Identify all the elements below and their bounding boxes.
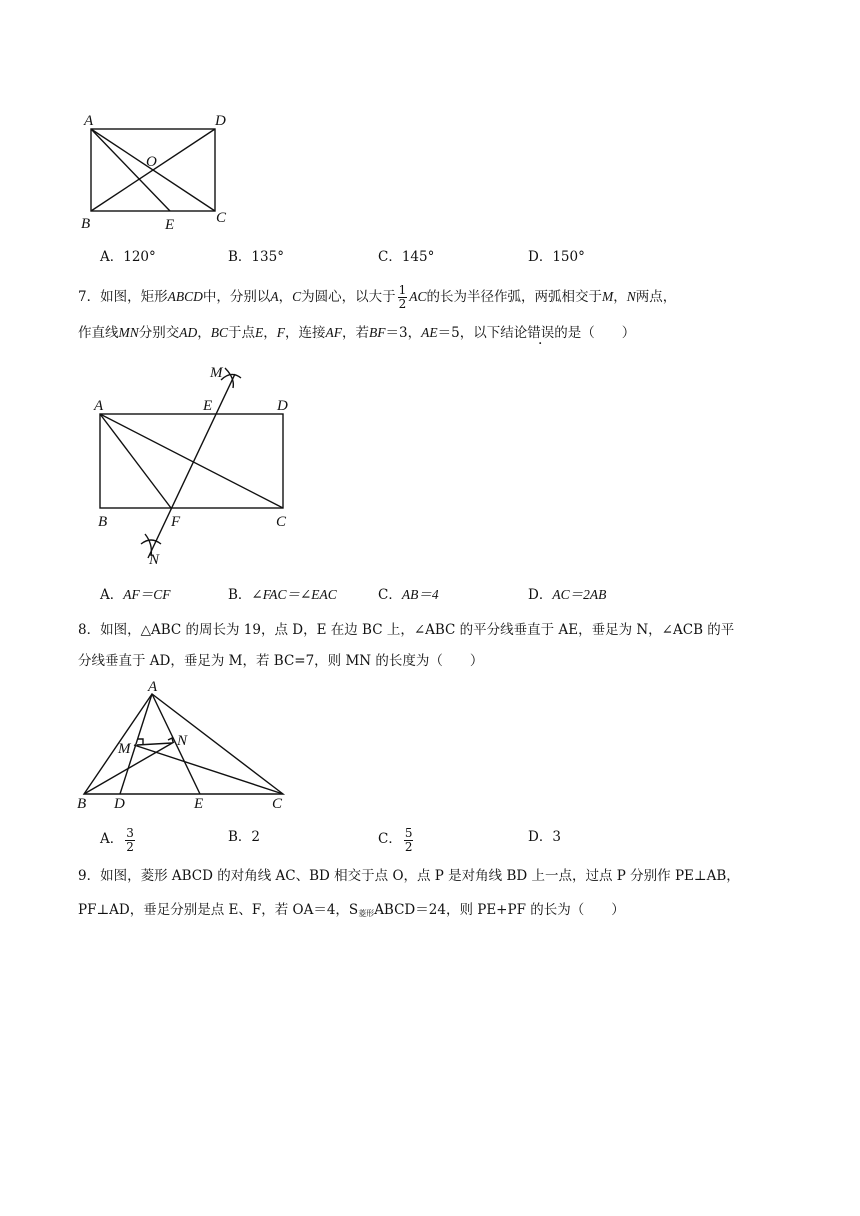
label-n: N [177, 733, 188, 749]
q8-option-b[interactable]: B．2 [228, 829, 261, 845]
label-e: E [194, 796, 204, 812]
q8-option-a[interactable]: A． $\frac{3}{2}$ [100, 826, 134, 854]
label-c: C [216, 210, 227, 226]
label-b: B [81, 216, 91, 232]
label-e: E [203, 398, 213, 414]
label-c: C [272, 796, 283, 812]
q6-option-c[interactable]: C．145° [378, 249, 435, 265]
figure-q7-rectangle-bisector [85, 360, 305, 570]
label-d: D [114, 796, 125, 812]
label-d: D [277, 398, 288, 414]
label-a: A [84, 113, 94, 129]
label-m: M [210, 365, 223, 381]
q7-option-a[interactable]: A．AF＝CF [100, 587, 171, 603]
q9-line-2: PF⊥AD，垂足分别是点 E、F，若 OA＝4，$S_{菱形}ABCD=24$，则 PE+PF 的长为（ ） [78, 902, 625, 918]
q6-option-a[interactable]: A．120° [100, 249, 156, 265]
q7-option-c[interactable]: C．AB＝4 [378, 587, 439, 603]
emphasis-error-word: 错误 [527, 325, 555, 341]
q9-line-1: 9．如图，菱形 ABCD 的对角线 AC、BD 相交于点 O，点 P 是对角线 BD 上一点，过点 P 分别作 PE⊥AB， [78, 868, 740, 884]
q7-fraction: $\frac{1}{2}$ [398, 283, 407, 311]
label-m: M [118, 741, 131, 757]
figure-q8-triangle [74, 678, 296, 813]
label-b: B [77, 796, 87, 812]
label-e: E [165, 217, 175, 233]
label-n: N [149, 552, 160, 568]
q7-option-b[interactable]: B．∠FAC＝∠EAC [228, 587, 337, 603]
label-o: O [146, 154, 157, 170]
q7-line-1: 7．如图，矩形ABCD中，分别以A，C为圆心，以大于 $\frac{1}{2}$ AC的长为半径作弧，两弧相交于M，N两点， [78, 283, 677, 311]
label-a: A [94, 398, 104, 414]
figure-q6-rectangle [78, 110, 238, 235]
q8-line-1: 8．如图，△ABC 的周长为 19，点 D，E 在边 BC 上，∠ABC 的平分线垂直于 AE，垂足为 N，∠ACB 的平 [78, 622, 735, 638]
label-f: F [171, 514, 181, 530]
q6-option-d[interactable]: D．150° [528, 249, 585, 265]
q8-option-d[interactable]: D．3 [528, 829, 561, 845]
q7-line-2: 作直线MN分别交AD，BC于点E，F，连接AF，若BF＝3，AE＝5，以下结论错误的是（ ） [78, 325, 636, 341]
label-c: C [276, 514, 287, 530]
q6-option-b[interactable]: B．135° [228, 249, 284, 265]
q8-line-2: 分线垂直于 AD，垂足为 M，若 BC=7，则 MN 的长度为（ ） [78, 653, 484, 669]
label-d: D [215, 113, 226, 129]
label-a: A [148, 679, 158, 695]
q8-option-c[interactable]: C． $\frac{5}{2}$ [378, 826, 413, 854]
q7-option-d[interactable]: D．AC＝2AB [528, 587, 607, 603]
label-b: B [98, 514, 108, 530]
